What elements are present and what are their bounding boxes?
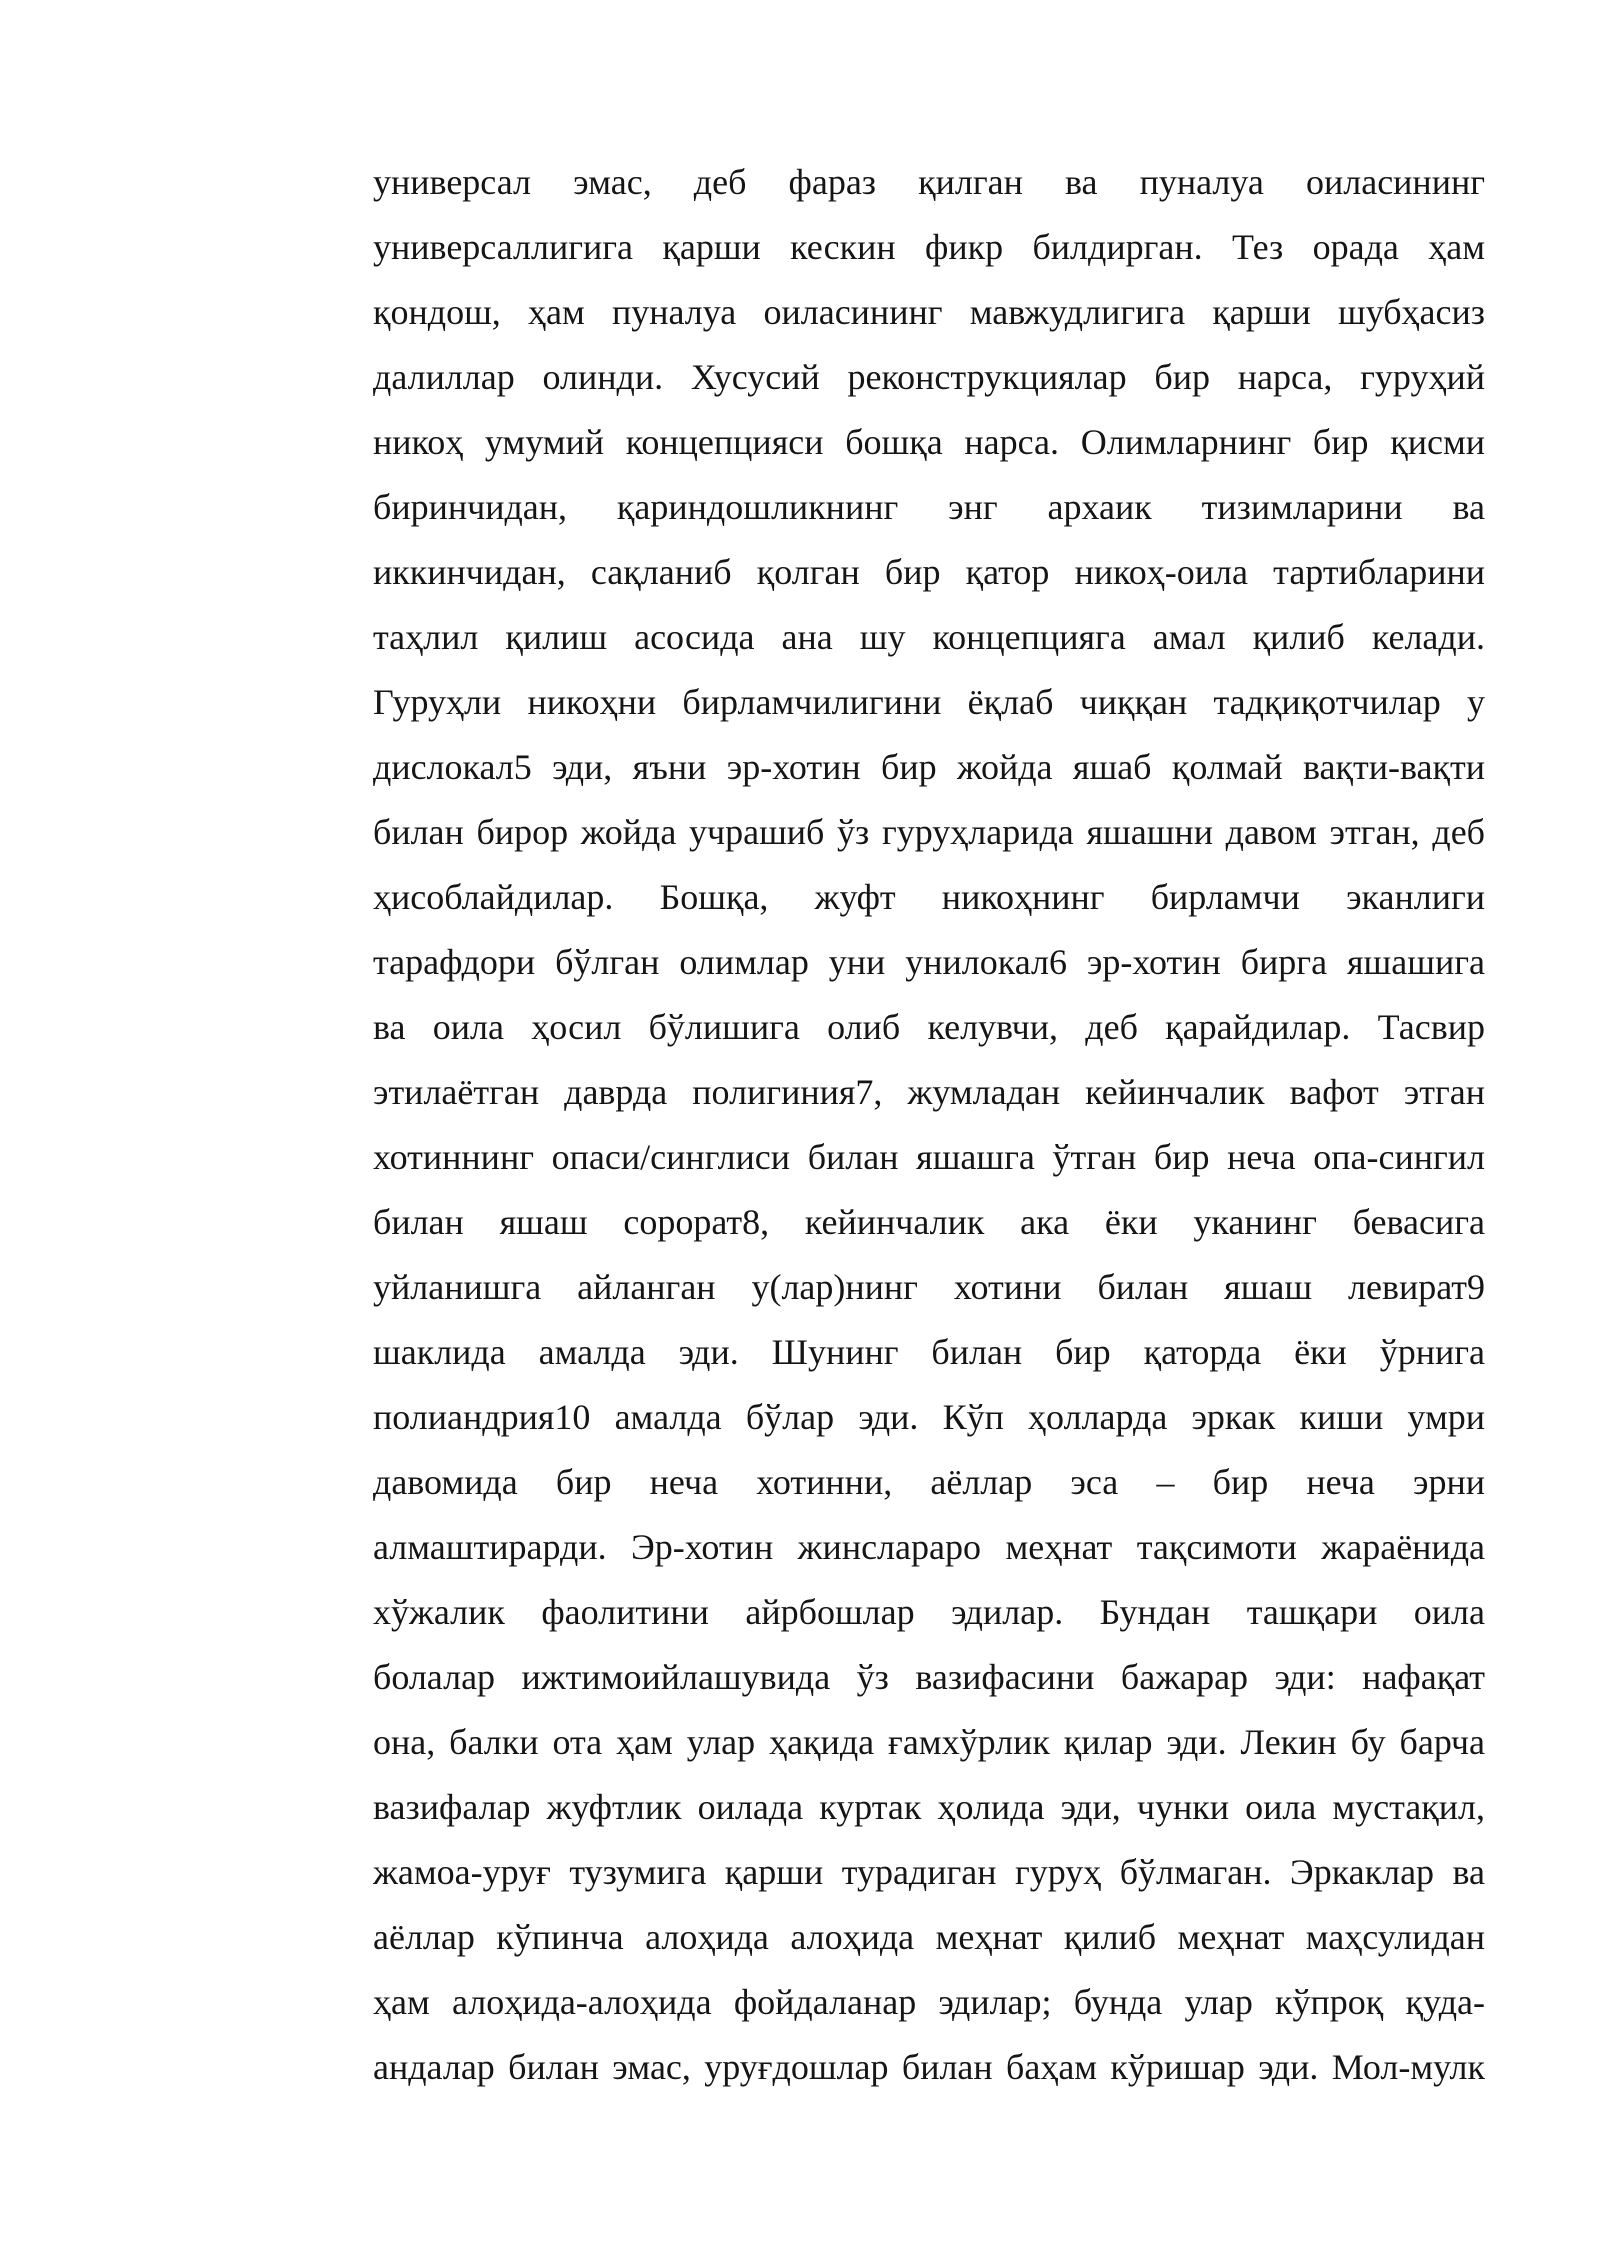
text-line: Гуруҳли никоҳни бирламчилигини ёқлаб чиққан тадқиқотчилар у: [373, 682, 1485, 722]
text-line: аёллар кўпинча алоҳида алоҳида меҳнат қилиб меҳнат маҳсулидан: [373, 1917, 1485, 1957]
text-line: ҳам алоҳида-алоҳида фойдаланар эдилар; бунда улар кўпроқ қуда-: [373, 1982, 1485, 2022]
text-line: алмаштирарди. Эр-хотин жинслараро меҳнат тақсимоти жараёнида: [373, 1527, 1485, 1567]
text-line: хўжалик фаолитини айрбошлар эдилар. Бундан ташқари оила: [373, 1592, 1485, 1632]
text-line: ҳисоблайдилар. Бошқа, жуфт никоҳнинг бирламчи эканлиги: [373, 877, 1485, 917]
text-line: иккинчидан, сақланиб қолган бир қатор никоҳ-оила тартибларини: [373, 552, 1485, 592]
text-line: вазифалар жуфтлик оилада куртак ҳолида эди, чунки оила мустақил,: [373, 1787, 1485, 1827]
text-line: ва оила ҳосил бўлишига олиб келувчи, деб қарайдилар. Тасвир: [373, 1007, 1485, 1047]
text-line: уйланишга айланган у(лар)нинг хотини билан яшаш левират9: [373, 1267, 1485, 1307]
text-line: билан бирор жойда учрашиб ўз гуруҳларида яшашни давом этган, деб: [373, 812, 1485, 852]
text-line: биринчидан, қариндошликнинг энг архаик тизимларини ва: [373, 487, 1485, 527]
text-line: этилаётган даврда полигиния7, жумладан кейинчалик вафот этган: [373, 1072, 1485, 1112]
text-line: далиллар олинди. Хусусий реконструкциялар бир нарса, гуруҳий: [373, 357, 1485, 397]
text-line: никоҳ умумий концепцияси бошқа нарса. Олимларнинг бир қисми: [373, 422, 1485, 462]
body-text: [373, 150, 1485, 2100]
text-line: универсаллигига қарши кескин фикр билдирган. Тез орада ҳам: [373, 227, 1485, 267]
text-line: давомида бир неча хотинни, аёллар эса – бир неча эрни: [373, 1462, 1485, 1502]
text-line: андалар билан эмас, уруғдошлар билан баҳам кўришар эди. Мол-мулк: [373, 2047, 1485, 2087]
text-line: она, балки ота ҳам улар ҳақида ғамхўрлик қилар эди. Лекин бу барча: [373, 1722, 1485, 1762]
text-line: шаклида амалда эди. Шунинг билан бир қаторда ёки ўрнига: [373, 1332, 1485, 1372]
text-line: билан яшаш сорорат8, кейинчалик ака ёки уканинг бевасига: [373, 1202, 1485, 1242]
text-line: жамоа-уруғ тузумига қарши турадиган гуруҳ бўлмаган. Эркаклар ва: [373, 1852, 1485, 1892]
text-line: полиандрия10 амалда бўлар эди. Кўп ҳолларда эркак киши умри: [373, 1397, 1485, 1437]
text-line: хотиннинг опаси/синглиси билан яшашга ўтган бир неча опа-сингил: [373, 1137, 1485, 1177]
text-line: қондош, ҳам пуналуа оиласининг мавжудлигига қарши шубҳасиз: [373, 292, 1485, 332]
text-line: тарафдори бўлган олимлар уни унилокал6 эр-хотин бирга яшашига: [373, 942, 1485, 982]
text-line: универсал эмас, деб фараз қилган ва пуналуа оиласининг: [373, 162, 1485, 202]
text-line: таҳлил қилиш асосида ана шу концепцияга амал қилиб келади.: [373, 617, 1485, 657]
text-line: дислокал5 эди, яъни эр-хотин бир жойда яшаб қолмай вақти-вақти: [373, 747, 1485, 787]
text-line: болалар ижтимоийлашувида ўз вазифасини бажарар эди: нафақат: [373, 1657, 1485, 1697]
